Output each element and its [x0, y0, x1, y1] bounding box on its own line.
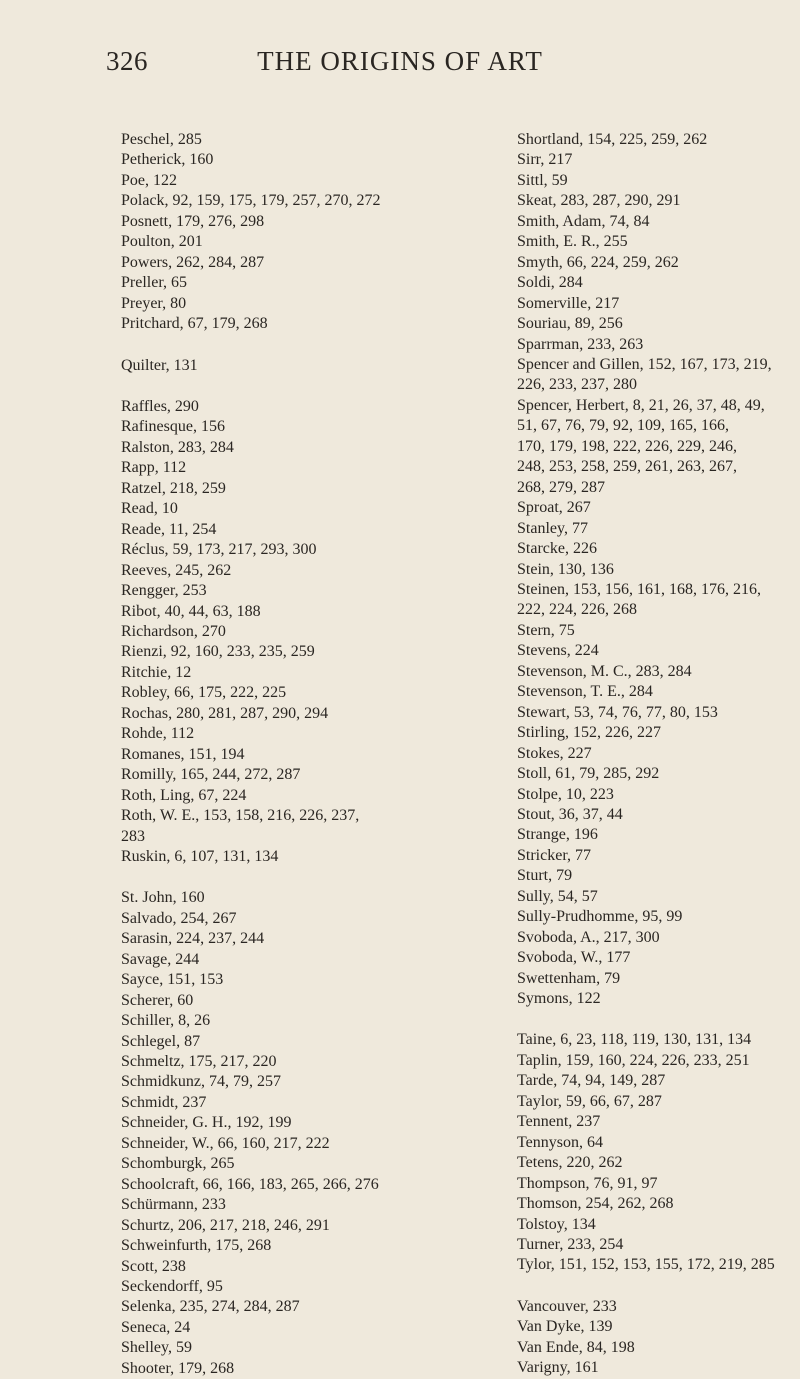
index-entry-line: Thompson, 76, 91, 97 — [517, 1174, 658, 1192]
page-header — [0, 46, 800, 86]
index-entry-line: Polack, 92, 159, 175, 179, 257, 270, 272 — [121, 192, 381, 210]
index-entry — [121, 1032, 506, 1052]
index-entry — [517, 928, 799, 948]
index-entry — [517, 273, 799, 293]
index-entry-line: Quilter, 131 — [121, 356, 198, 374]
index-entry-line: Stout, 36, 37, 44 — [517, 805, 623, 823]
index-entry-line: Stoll, 61, 79, 285, 292 — [517, 765, 660, 783]
index-entry-line: Shelley, 59 — [121, 1339, 192, 1357]
index-entry — [121, 581, 506, 601]
index-entry — [517, 969, 799, 989]
index-entry — [121, 1093, 506, 1113]
index-entry-line: Steinen, 153, 156, 161, 168, 176, 216, — [517, 580, 761, 598]
index-entry — [517, 989, 799, 1009]
index-entry — [121, 642, 506, 662]
index-entry — [517, 1030, 799, 1050]
index-entry — [121, 1011, 506, 1031]
index-entry — [517, 1297, 799, 1317]
index-entry — [517, 539, 799, 559]
index-entry — [517, 130, 799, 150]
index-entry — [121, 663, 506, 683]
index-entry — [121, 950, 506, 970]
index-entry-line: Rengger, 253 — [121, 582, 207, 600]
index-entry-line: Selenka, 235, 274, 284, 287 — [121, 1298, 300, 1316]
index-entry-line: Stewart, 53, 74, 76, 77, 80, 153 — [517, 703, 718, 721]
section-gap — [517, 1009, 799, 1030]
index-entry-line: Réclus, 59, 173, 217, 293, 300 — [121, 541, 317, 559]
index-entry-line: Symons, 122 — [517, 990, 601, 1008]
index-entry — [517, 641, 799, 661]
index-entry — [121, 1236, 506, 1256]
index-entry — [517, 764, 799, 784]
index-entry-line: Scherer, 60 — [121, 991, 194, 1009]
index-entry-line: Smith, E. R., 255 — [517, 233, 628, 251]
index-entry-line: Preyer, 80 — [121, 294, 187, 312]
index-entry-line: Schiller, 8, 26 — [121, 1012, 211, 1030]
index-entry-line: Sully-Prudhomme, 95, 99 — [517, 908, 683, 926]
index-entry — [517, 1071, 799, 1091]
index-entry — [121, 970, 506, 990]
index-entry — [517, 314, 799, 334]
index-entry — [121, 191, 506, 211]
index-entry — [121, 1297, 506, 1317]
index-entry-continuation: 51, 67, 76, 79, 92, 109, 165, 166, — [517, 417, 729, 435]
index-entry-line: Taine, 6, 23, 118, 119, 130, 131, 134 — [517, 1031, 752, 1049]
index-entry-line: Thomson, 254, 262, 268 — [517, 1195, 674, 1213]
index-entry-line: Roth, W. E., 153, 158, 216, 226, 237, — [121, 807, 360, 825]
index-entry — [121, 171, 506, 191]
index-entry-line: Souriau, 89, 256 — [517, 315, 623, 333]
index-entry-line: Stricker, 77 — [517, 846, 592, 864]
index-entry — [121, 1338, 506, 1358]
index-entry-line: Powers, 262, 284, 287 — [121, 253, 265, 271]
index-entry-line: Rohde, 112 — [121, 725, 195, 743]
index-entry — [121, 806, 506, 847]
index-entry — [121, 540, 506, 560]
index-entry — [517, 171, 799, 191]
page-number: 326 — [106, 46, 148, 76]
index-entry — [517, 1051, 799, 1071]
index-entry-line: Poulton, 201 — [121, 233, 203, 251]
index-entry — [121, 1134, 506, 1154]
index-entry — [517, 1153, 799, 1173]
index-entry — [517, 825, 799, 845]
index-entry-line: Smyth, 66, 224, 259, 262 — [517, 253, 679, 271]
index-entry — [121, 622, 506, 642]
index-entry — [517, 723, 799, 743]
index-entry — [121, 1359, 506, 1379]
index-entry-continuation: 226, 233, 237, 280 — [517, 376, 637, 394]
index-entry-line: Schmidt, 237 — [121, 1093, 207, 1111]
index-entry-line: Spencer, Herbert, 8, 21, 26, 37, 48, 49, — [517, 396, 765, 414]
index-entry — [517, 887, 799, 907]
index-entry-line: Spencer and Gillen, 152, 167, 173, 219, — [517, 355, 772, 373]
index-entry — [517, 212, 799, 232]
index-entry — [517, 498, 799, 518]
index-entry — [517, 580, 799, 621]
index-entry-line: Romanes, 151, 194 — [121, 745, 245, 763]
index-entry-line: Stanley, 77 — [517, 519, 588, 537]
index-entry-line: Romilly, 165, 244, 272, 287 — [121, 766, 301, 784]
index-entry — [517, 866, 799, 886]
index-entry — [121, 479, 506, 499]
index-entry — [121, 1113, 506, 1133]
index-entry — [121, 1277, 506, 1297]
index-entry — [517, 1358, 799, 1378]
index-entry-line: Turner, 233, 254 — [517, 1236, 624, 1254]
index-entry — [517, 519, 799, 539]
index-entry — [517, 805, 799, 825]
index-entry — [517, 253, 799, 273]
index-entry-line: Reade, 11, 254 — [121, 520, 217, 538]
index-entry-line: Tolstoy, 134 — [517, 1215, 596, 1233]
index-entry-line: Raffles, 290 — [121, 397, 199, 415]
index-entry — [121, 458, 506, 478]
index-entry-line: Sturt, 79 — [517, 867, 573, 885]
index-entry — [517, 1092, 799, 1112]
index-entry-line: Schmidkunz, 74, 79, 257 — [121, 1073, 281, 1091]
index-entry-line: Tylor, 151, 152, 153, 155, 172, 219, 285 — [517, 1256, 775, 1274]
index-entry-line: Schmeltz, 175, 217, 220 — [121, 1053, 277, 1071]
index-entry — [517, 1112, 799, 1132]
index-entry — [121, 704, 506, 724]
index-entry — [517, 662, 799, 682]
index-entry — [121, 683, 506, 703]
index-entry-line: Tetens, 220, 262 — [517, 1154, 623, 1172]
index-entry-line: Scott, 238 — [121, 1257, 186, 1275]
index-entry — [121, 1257, 506, 1277]
index-entry — [517, 1133, 799, 1153]
index-entry — [517, 703, 799, 723]
index-entry-line: St. John, 160 — [121, 889, 205, 907]
index-entry-line: Strange, 196 — [517, 826, 598, 844]
index-entry-line: Stevens, 224 — [517, 642, 599, 660]
index-entry — [517, 1235, 799, 1255]
index-entry — [517, 744, 799, 764]
index-entry — [121, 991, 506, 1011]
index-entry — [517, 191, 799, 211]
index-entry-line: Stein, 130, 136 — [517, 560, 614, 578]
index-entry-line: Sarasin, 224, 237, 244 — [121, 930, 265, 948]
index-entry — [121, 786, 506, 806]
index-entry — [121, 602, 506, 622]
index-entry-line: Ribot, 40, 44, 63, 188 — [121, 602, 261, 620]
index-entry — [121, 397, 506, 417]
index-entry — [121, 1154, 506, 1174]
index-entry-line: Tarde, 74, 94, 149, 287 — [517, 1072, 666, 1090]
index-entry-line: Rapp, 112 — [121, 459, 187, 477]
running-head: THE ORIGINS OF ART — [257, 46, 543, 76]
index-entry-line: Taylor, 59, 66, 67, 287 — [517, 1092, 662, 1110]
index-entry-line: Stevenson, M. C., 283, 284 — [517, 662, 692, 680]
index-entry-line: Seckendorff, 95 — [121, 1278, 223, 1296]
index-column-right — [517, 130, 799, 1379]
index-entry-line: Sproat, 267 — [517, 499, 591, 517]
index-entry-line: Schneider, W., 66, 160, 217, 222 — [121, 1134, 330, 1152]
index-entry-line: Sittl, 59 — [517, 171, 568, 189]
index-entry — [121, 929, 506, 949]
index-entry — [121, 314, 506, 334]
index-entry — [121, 1195, 506, 1215]
section-gap — [121, 335, 506, 356]
index-entry-line: Read, 10 — [121, 500, 178, 518]
index-entry-continuation: 248, 253, 258, 259, 261, 263, 267, — [517, 458, 737, 476]
index-entry-line: Starcke, 226 — [517, 540, 597, 558]
index-entry-line: Reeves, 245, 262 — [121, 561, 232, 579]
index-entry — [517, 294, 799, 314]
index-entry-line: Skeat, 283, 287, 290, 291 — [517, 192, 681, 210]
index-entry — [121, 499, 506, 519]
index-entry-continuation: 268, 279, 287 — [517, 478, 605, 496]
index-entry-line: Stolpe, 10, 223 — [517, 785, 614, 803]
index-entry-line: Sparrman, 233, 263 — [517, 335, 644, 353]
index-entry — [121, 232, 506, 252]
index-entry — [121, 294, 506, 314]
index-entry-line: Svoboda, W., 177 — [517, 949, 631, 967]
section-gap — [121, 867, 506, 888]
index-entry — [517, 150, 799, 170]
index-entry-line: Roth, Ling, 67, 224 — [121, 786, 247, 804]
index-entry-line: Swettenham, 79 — [517, 969, 621, 987]
index-entry — [121, 212, 506, 232]
index-entry — [517, 396, 799, 498]
index-entry-line: Seneca, 24 — [121, 1318, 191, 1336]
index-entry-line: Peschel, 285 — [121, 131, 202, 148]
section-gap — [517, 1276, 799, 1297]
index-entry-line: Stevenson, T. E., 284 — [517, 683, 653, 701]
index-entry — [121, 417, 506, 437]
index-entry — [517, 355, 799, 396]
index-entry-line: Rafinesque, 156 — [121, 418, 225, 436]
index-entry-line: Van Ende, 84, 198 — [517, 1338, 635, 1356]
index-entry-line: Vancouver, 233 — [517, 1297, 617, 1315]
index-entry — [121, 1072, 506, 1092]
index-entry — [517, 1338, 799, 1358]
index-entry — [517, 1255, 799, 1275]
index-entry-line: Petherick, 160 — [121, 151, 214, 169]
index-entry-line: Rienzi, 92, 160, 233, 235, 259 — [121, 643, 315, 661]
index-entry-line: Schlegel, 87 — [121, 1032, 201, 1050]
index-entry — [121, 1175, 506, 1195]
index-entry-line: Schurtz, 206, 217, 218, 246, 291 — [121, 1216, 330, 1234]
index-entry-line: Preller, 65 — [121, 274, 188, 292]
section-gap — [121, 376, 506, 397]
index-entry — [517, 232, 799, 252]
index-entry — [121, 745, 506, 765]
index-entry-line: Soldi, 284 — [517, 274, 583, 292]
index-entry-line: Somerville, 217 — [517, 294, 620, 312]
index-entry-line: Taplin, 159, 160, 224, 226, 233, 251 — [517, 1051, 750, 1069]
index-entry-continuation: 170, 179, 198, 222, 226, 229, 246, — [517, 437, 737, 455]
index-entry-line: Rochas, 280, 281, 287, 290, 294 — [121, 704, 329, 722]
index-entry-line: Ruskin, 6, 107, 131, 134 — [121, 847, 279, 865]
index-entry-continuation: 222, 224, 226, 268 — [517, 601, 637, 619]
index-entry — [517, 948, 799, 968]
index-entry-line: Schoolcraft, 66, 166, 183, 265, 266, 276 — [121, 1175, 379, 1193]
index-entry-line: Stern, 75 — [517, 621, 575, 639]
index-entry-line: Posnett, 179, 276, 298 — [121, 212, 265, 230]
index-entry — [121, 253, 506, 273]
index-entry-line: Tennent, 237 — [517, 1113, 601, 1131]
index-entry — [121, 561, 506, 581]
index-entry — [121, 356, 506, 376]
index-entry — [121, 150, 506, 170]
index-entry — [121, 888, 506, 908]
index-entry — [121, 724, 506, 744]
index-entry-continuation: 283 — [121, 827, 145, 845]
index-entry — [121, 1216, 506, 1236]
index-entry-line: Shortland, 154, 225, 259, 262 — [517, 131, 708, 148]
index-entry — [121, 1318, 506, 1338]
index-entry — [517, 682, 799, 702]
index-entry — [121, 909, 506, 929]
index-entry — [517, 846, 799, 866]
index-entry-line: Ratzel, 218, 259 — [121, 479, 226, 497]
index-entry — [517, 1215, 799, 1235]
index-entry — [517, 1317, 799, 1337]
index-entry — [517, 907, 799, 927]
index-column-left — [121, 130, 506, 1379]
index-entry-line: Schomburgk, 265 — [121, 1155, 235, 1173]
index-entry-line: Stirling, 152, 226, 227 — [517, 724, 662, 742]
index-entry-line: Schweinfurth, 175, 268 — [121, 1237, 272, 1255]
index-entry — [517, 1194, 799, 1214]
index-entry — [517, 335, 799, 355]
index-entry-line: Svoboda, A., 217, 300 — [517, 928, 660, 946]
index-entry — [517, 560, 799, 580]
index-entry — [121, 765, 506, 785]
index-entry-line: Van Dyke, 139 — [517, 1318, 613, 1336]
index-entry-line: Ritchie, 12 — [121, 663, 192, 681]
index-entry-line: Savage, 244 — [121, 950, 200, 968]
index-entry — [121, 1052, 506, 1072]
index-entry-line: Schneider, G. H., 192, 199 — [121, 1114, 292, 1132]
index-entry — [121, 273, 506, 293]
index-entry-line: Poe, 122 — [121, 171, 177, 189]
index-entry — [121, 438, 506, 458]
index-entry-line: Pritchard, 67, 179, 268 — [121, 315, 268, 333]
index-entry — [121, 130, 506, 150]
index-entry-line: Robley, 66, 175, 222, 225 — [121, 684, 287, 702]
index-entry-line: Sayce, 151, 153 — [121, 971, 224, 989]
index-entry — [121, 520, 506, 540]
index-entry-line: Shooter, 179, 268 — [121, 1359, 235, 1377]
index-entry-line: Tennyson, 64 — [517, 1133, 603, 1151]
index-entry-line: Sully, 54, 57 — [517, 887, 598, 905]
index-entry-line: Stokes, 227 — [517, 744, 592, 762]
index-entry-line: Salvado, 254, 267 — [121, 909, 237, 927]
index-entry-line: Schürmann, 233 — [121, 1196, 226, 1214]
index-entry-line: Ralston, 283, 284 — [121, 438, 234, 456]
index-entry — [121, 847, 506, 867]
index-entry-line: Varigny, 161 — [517, 1359, 599, 1377]
index-entry — [517, 785, 799, 805]
index-entry-line: Richardson, 270 — [121, 622, 226, 640]
index-entry-line: Sirr, 217 — [517, 151, 573, 169]
index-entry-line: Smith, Adam, 74, 84 — [517, 212, 650, 230]
index-entry — [517, 1174, 799, 1194]
index-entry — [517, 621, 799, 641]
